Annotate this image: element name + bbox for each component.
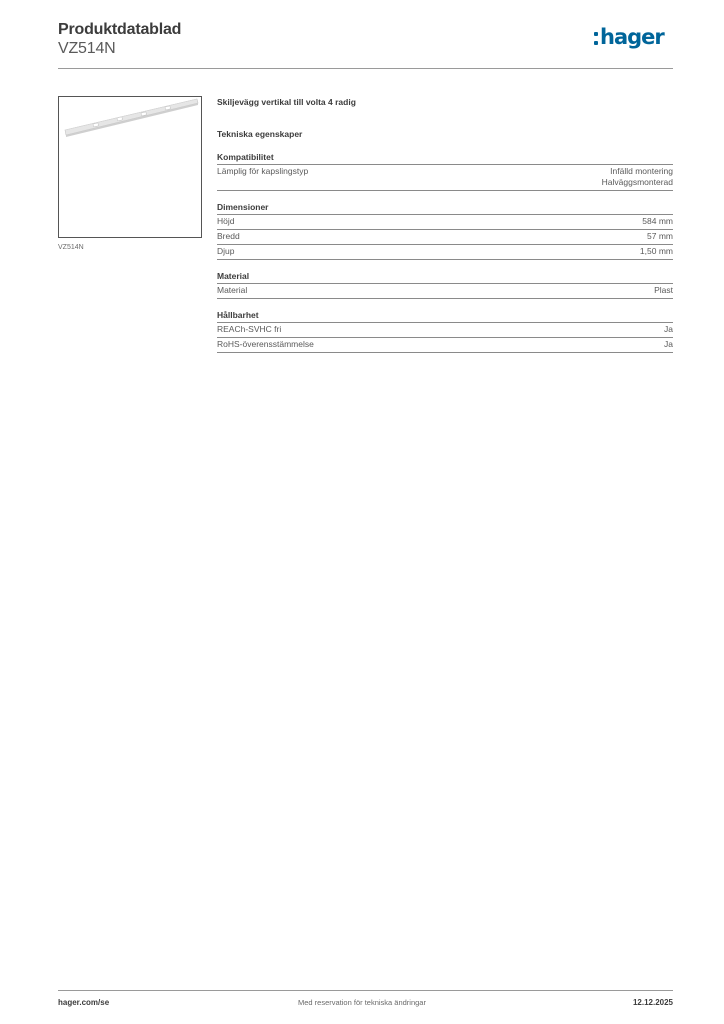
spec-value: Ja	[664, 339, 673, 349]
product-code: VZ514N	[58, 40, 116, 57]
spec-panel	[217, 96, 673, 353]
footer-date: 12.12.2025	[632, 998, 673, 1007]
spec-row	[217, 245, 673, 260]
spec-row	[217, 230, 673, 245]
footer-disclaimer: Med reservation för tekniska ändringar	[298, 998, 426, 1007]
spec-label: RoHS-överensstämmelse	[217, 339, 314, 349]
footer-website-link[interactable]: hager.com/se	[58, 998, 110, 1007]
spec-row	[217, 323, 673, 338]
spec-value-line: Halväggsmonterad	[601, 177, 673, 187]
spec-label: Bredd	[217, 231, 240, 241]
image-caption: VZ514N	[58, 244, 84, 251]
spec-row	[217, 215, 673, 230]
hager-logo	[594, 26, 674, 58]
spec-value	[602, 166, 673, 188]
product-image-frame	[58, 96, 202, 238]
section-compatibility	[217, 151, 673, 191]
spec-value: 57 mm	[647, 231, 673, 241]
section-dimensions	[217, 201, 673, 260]
product-image	[59, 97, 201, 237]
spec-label: Höjd	[217, 216, 235, 226]
spec-label: Djup	[217, 246, 235, 256]
logo-wordmark: hager	[600, 25, 664, 49]
spec-value-line: Infälld montering	[610, 166, 673, 176]
section-material	[217, 270, 673, 299]
page-title: Produktdatablad	[58, 21, 182, 38]
spec-row	[217, 338, 673, 353]
spec-value: Plast	[654, 285, 673, 295]
spec-value: 584 mm	[642, 216, 673, 226]
tech-properties-heading: Tekniska egenskaper	[217, 129, 303, 139]
section-title: Kompatibilitet	[217, 151, 673, 165]
section-title: Hållbarhet	[217, 309, 673, 323]
section-title: Material	[217, 270, 673, 284]
section-title: Dimensioner	[217, 201, 673, 215]
product-name: Skiljevägg vertikal till volta 4 radig	[217, 97, 356, 107]
spec-value: Ja	[664, 324, 673, 334]
spec-row	[217, 165, 673, 191]
section-sustainability	[217, 309, 673, 353]
spec-label: REACh-SVHC fri	[217, 324, 282, 334]
spec-row	[217, 284, 673, 299]
spec-label: Lämplig för kapslingstyp	[217, 166, 309, 176]
spec-value: 1,50 mm	[639, 246, 673, 256]
footer-divider	[58, 990, 673, 991]
logo-colon-icon	[594, 32, 598, 45]
header-divider	[58, 68, 673, 69]
spec-label: Material	[217, 285, 248, 295]
